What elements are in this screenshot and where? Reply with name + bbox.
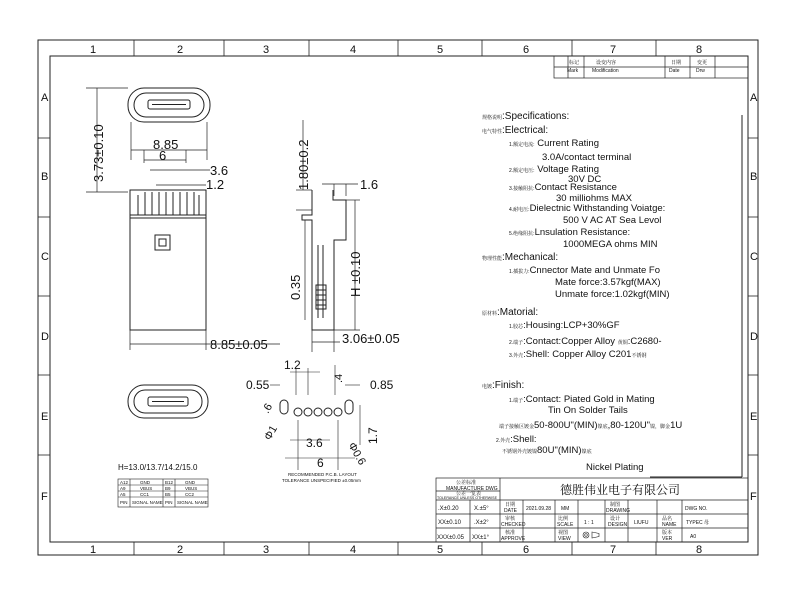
tol-sub-en: TOLERANCE UNLESS OTHERWISE xyxy=(437,496,497,500)
spec-f2-c: Nickel Plating xyxy=(586,462,644,473)
row-F-right: F xyxy=(750,491,757,503)
row-D-left: D xyxy=(41,331,49,343)
name: NAME xyxy=(662,522,677,528)
pcb-dim-phi1: Φ1 xyxy=(262,423,281,443)
tol-r0-b: X.±5° xyxy=(474,506,489,512)
spec-e2-val: 30V DC xyxy=(568,174,602,185)
row-F-left: F xyxy=(41,491,48,503)
view: VIEW xyxy=(558,536,571,542)
rev-drw-cn: 变更 xyxy=(697,60,708,66)
rev-date-cn: 日期 xyxy=(671,60,682,66)
spec-m1: 1.插拔力:Cnnector Mate and Unmate Fo xyxy=(509,265,660,276)
pin-r3-c3: SIGNAL NAME xyxy=(177,500,208,505)
spec-e5: 5.绝缘阻抗:Lnsulation Resistance: xyxy=(509,227,631,238)
pin-r2-c0: A5 xyxy=(120,492,126,497)
dim-side-top: 1.80±0.2 xyxy=(296,139,311,190)
dim-side-width: 3.06±0.05 xyxy=(342,331,400,346)
spec-finish: 电镀:Finish: xyxy=(482,380,525,391)
tol-r2-a: XXX±0.05 xyxy=(437,535,464,541)
scale-value: 1 : 1 xyxy=(584,520,594,526)
pin-r0-c3: GND xyxy=(185,480,195,485)
type-value: TYPEC 母 xyxy=(686,520,710,526)
dim-side-h-mid: 0.35 xyxy=(288,274,303,300)
dim-pitch-a: 3.6 xyxy=(210,163,229,178)
pcb-dim-055: 0.55 xyxy=(246,378,270,392)
spec-title: 规格说明:Specifications: xyxy=(482,111,570,122)
rev-mod-cn: 设变内容 xyxy=(596,60,617,66)
dim-overall-width: 8.85±0.05 xyxy=(210,337,268,352)
design: DESIGN xyxy=(608,522,628,528)
scale: SCALE xyxy=(557,522,574,528)
scale-cn: 比例 xyxy=(558,516,569,522)
pcb-dim-085: 0.85 xyxy=(370,378,394,392)
spec-e2: 2.额定电压: Voltage Rating xyxy=(509,164,599,175)
col-6-top: 6 xyxy=(523,44,530,56)
spec-m1-a: Mate force:3.57kgf(MAX) xyxy=(555,277,661,288)
spec-e1-val: 3.0A/contact terminal xyxy=(542,152,632,163)
pin-r1-c2: B9 xyxy=(165,486,171,491)
col-3-top: 3 xyxy=(263,44,270,56)
pin-r0-c2: B12 xyxy=(165,480,174,485)
date-value: 2021.09.28 xyxy=(526,506,552,512)
spec-electrical: 电气特性:Electrical: xyxy=(482,125,549,136)
date-label-cn: 日期 xyxy=(505,502,516,508)
tol-sub-cn: 公差一览表 xyxy=(456,491,482,497)
dim-side-height: H ±0.10 xyxy=(348,251,363,297)
pcb-dim-6: .6 xyxy=(260,401,276,416)
col-6-bottom: 6 xyxy=(523,544,530,556)
tol-title-en: MANUFACTURE DWG xyxy=(446,486,498,492)
row-C-right: C xyxy=(750,251,758,263)
rev-mod-en: Modification xyxy=(592,68,619,74)
pin-table-caption: H=13.0/13.7/14.2/15.0 xyxy=(118,463,198,472)
spec-t1: 1.胶芯:Housing:LCP+30%GF xyxy=(509,320,620,331)
rev-mark-en: Mark xyxy=(567,68,579,74)
col-5-top: 5 xyxy=(437,44,444,56)
spec-f2-b: 不锈钢外壳镀镍80U"(MIN)镍底 xyxy=(502,445,592,456)
company-name: 德胜伟业电子有限公司 xyxy=(560,483,681,497)
spec-t3: 3.外壳:Shell: Copper Alloy C201不锈钢 xyxy=(509,349,647,360)
rev-mark-cn: 标记 xyxy=(569,60,580,66)
pcb-dim-4: .4 xyxy=(333,373,345,383)
col-8-bottom: 8 xyxy=(696,544,703,556)
rev-drw-en: Drw xyxy=(696,68,705,74)
pin-r3-c2: PIN xyxy=(165,500,173,505)
pin-r2-c3: CC2 xyxy=(185,492,195,497)
checked-cn: 审核 xyxy=(505,516,516,522)
pcb-dim-17: 1.7 xyxy=(366,427,380,444)
spec-t2: 2.端子:Contact:Copper Alloy 黄铜:C2680- xyxy=(509,336,662,347)
col-2-top: 2 xyxy=(177,44,184,56)
drawing: DRAWING xyxy=(606,508,630,514)
pcb-dim-36: 3.6 xyxy=(306,436,323,450)
spec-e3-val: 30 milliohms MAX xyxy=(556,193,633,204)
spec-f1-b: Tin On Solder Tails xyxy=(548,405,628,416)
design-cn: 设计 xyxy=(610,516,621,522)
tol-r1-b: .X±2° xyxy=(474,520,489,526)
tol-r0-a: .X±0.20 xyxy=(438,506,459,512)
pin-r1-c3: VBUS xyxy=(185,486,198,491)
tol-r2-b: XX±1° xyxy=(472,535,490,541)
dim-pitch-b: 1.2 xyxy=(206,177,225,192)
approve: APPROVE xyxy=(501,536,526,542)
col-2-bottom: 2 xyxy=(177,544,184,556)
unit-value: MM xyxy=(561,506,570,512)
col-8-top: 8 xyxy=(696,44,703,56)
spec-mechanical: 物理性能:Mechanical: xyxy=(482,252,559,263)
col-1-top: 1 xyxy=(90,44,97,56)
bottom-front-view xyxy=(128,385,208,418)
approve-cn: 核准 xyxy=(505,530,516,536)
col-7-bottom: 7 xyxy=(610,544,617,556)
pin-r1-c0: A9 xyxy=(120,486,126,491)
spec-m1-b: Unmate force:1.02kgf(MIN) xyxy=(555,289,670,300)
pcb-note-2: TOLERANCE UNSPECIFIED ±0.05mm xyxy=(282,478,361,483)
pcb-dim-6b: 6 xyxy=(317,456,324,470)
dim-width-total: 8.85 xyxy=(153,137,179,152)
ver-cn: 版本 xyxy=(662,530,673,536)
row-A-left: A xyxy=(41,92,49,104)
side-view xyxy=(302,190,346,330)
col-4-bottom: 4 xyxy=(350,544,357,556)
spec-e5-val: 1000MEGA ohms MIN xyxy=(563,239,658,250)
col-3-bottom: 3 xyxy=(263,544,270,556)
spec-f1: 1.端子:Contact: Piated Gold in Mating xyxy=(509,394,655,405)
top-view xyxy=(130,190,206,330)
front-view xyxy=(128,88,210,122)
name-cn: 品名 xyxy=(662,516,673,522)
date-label: DATE xyxy=(504,508,517,514)
row-D-right: D xyxy=(750,331,758,343)
spec-e4-val: 500 V AC AT Sea Levol xyxy=(563,215,662,226)
row-A-right: A xyxy=(750,92,758,104)
drawing-cn: 制图 xyxy=(610,502,621,508)
dim-height-total: 3.73±0.10 xyxy=(91,124,106,182)
row-C-left: C xyxy=(41,251,49,263)
dim-side-step: 1.6 xyxy=(360,177,379,192)
spec-e4: 4.耐电压:Dielectnic Withstanding Voiatge: xyxy=(509,203,666,214)
ver: VER xyxy=(662,536,673,542)
pin-r0-c1: GND xyxy=(140,480,150,485)
spec-f2: 2.外壳:Shell: xyxy=(496,434,537,445)
pin-r1-c1: VBUS xyxy=(140,486,153,491)
design-value: LIUFU xyxy=(634,520,649,526)
view-cn: 视图 xyxy=(558,530,569,536)
row-E-right: E xyxy=(750,411,758,423)
pin-r2-c1: CC1 xyxy=(140,492,150,497)
pcb-dim-phi06: Φ0.6 xyxy=(345,440,368,468)
row-B-right: B xyxy=(750,171,758,183)
pin-r3-c1: SIGNAL NAME xyxy=(132,500,163,505)
spec-e3: 3.接触阻抗:Contact Resistance xyxy=(509,182,617,193)
col-1-bottom: 1 xyxy=(90,544,97,556)
dim-width-inner: 6 xyxy=(159,148,167,163)
pcb-pitch-top: 1.2 xyxy=(284,358,301,372)
col-4-top: 4 xyxy=(350,44,357,56)
rev-date-en: Date xyxy=(669,68,680,74)
spec-f1-c: 端子接触区镀金50-800U"(MIN)镍底,80-120U"镍，脚金1U xyxy=(499,420,683,431)
row-B-left: B xyxy=(41,171,49,183)
projection-symbol-icon xyxy=(583,532,599,538)
pcb-layout xyxy=(280,400,353,416)
checked: CHECKED xyxy=(501,522,526,528)
spec-e1: 1.额定电流: Current Rating xyxy=(509,138,599,149)
col-5-bottom: 5 xyxy=(437,544,444,556)
tol-r1-a: XX±0.10 xyxy=(438,520,461,526)
pin-r2-c2: B5 xyxy=(165,492,171,497)
spec-material: 原材料:Matorial: xyxy=(482,307,539,318)
tol-title-cn: 公差标准 xyxy=(456,480,477,486)
row-E-left: E xyxy=(41,411,49,423)
ver-value: A0 xyxy=(690,534,697,540)
col-7-top: 7 xyxy=(610,44,617,56)
revision-block xyxy=(554,56,748,78)
pin-r0-c0: A12 xyxy=(120,480,129,485)
dwg-no: DWG NO. xyxy=(685,506,708,512)
pin-r3-c0: PIN xyxy=(120,500,128,505)
pcb-note-1: RECOMMENDED P.C.B. LAYOUT xyxy=(288,472,357,477)
